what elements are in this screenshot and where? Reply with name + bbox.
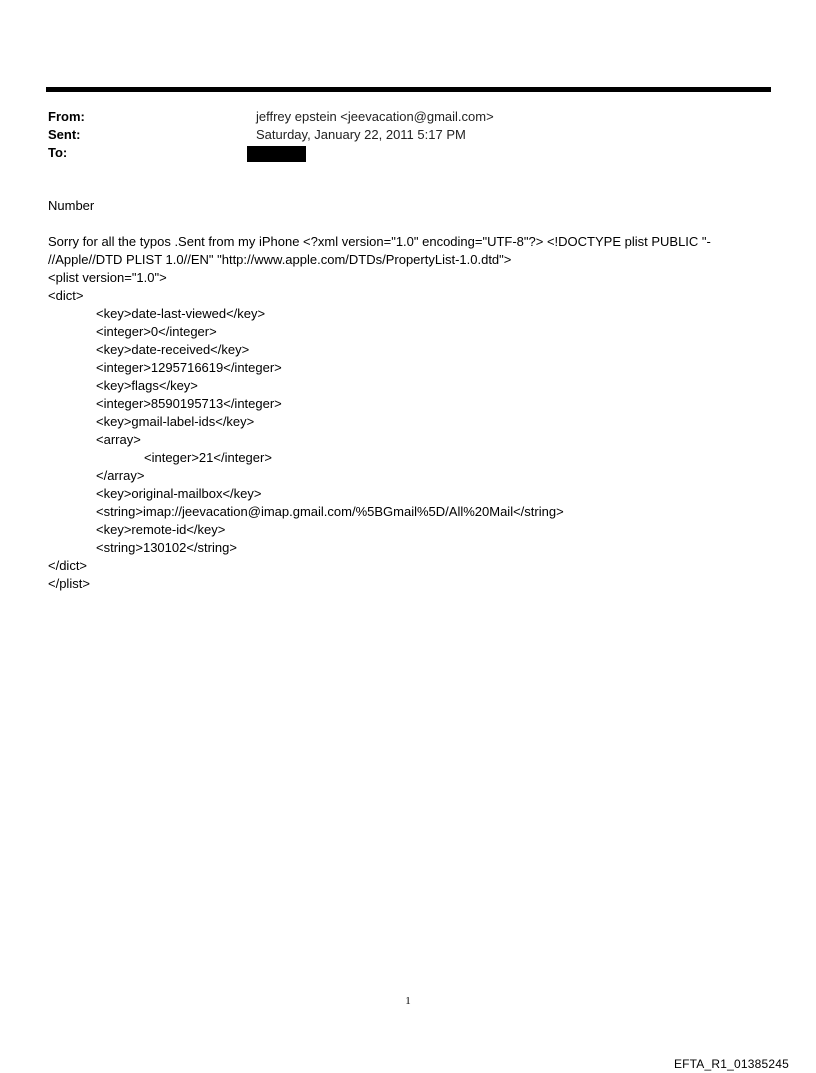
code-line: <string>130102</string> bbox=[96, 540, 237, 555]
from-value: jeffrey epstein <jeevacation@gmail.com> bbox=[256, 109, 494, 124]
code-line: <integer>21</integer> bbox=[144, 450, 272, 465]
body-paragraph-line-1: Sorry for all the typos .Sent from my iPhone <?xml version="1.0" encoding="UTF-8"?> <!DOCTYPE plist PUBLIC "- bbox=[48, 234, 711, 249]
to-label: To: bbox=[48, 145, 68, 160]
redaction-box bbox=[247, 146, 306, 162]
code-line: <integer>1295716619</integer> bbox=[96, 360, 282, 375]
from-label: From: bbox=[48, 109, 85, 124]
document-id: EFTA_R1_01385245 bbox=[673, 1057, 789, 1071]
code-line: <key>original-mailbox</key> bbox=[96, 486, 262, 501]
sent-row bbox=[48, 126, 768, 144]
sent-label: Sent: bbox=[48, 127, 81, 142]
email-header bbox=[48, 108, 768, 162]
header-divider-rule bbox=[46, 87, 771, 92]
code-line: </dict> bbox=[48, 558, 88, 573]
code-line: <key>flags</key> bbox=[96, 378, 198, 393]
code-line: <integer>0</integer> bbox=[96, 324, 217, 339]
page-number: 1 bbox=[405, 995, 411, 1007]
from-row bbox=[48, 108, 768, 126]
body-paragraph-line-2: //Apple//DTD PLIST 1.0//EN" "http://www.apple.com/DTDs/PropertyList-1.0.dtd"> bbox=[48, 252, 512, 267]
code-line: <string>imap://jeevacation@imap.gmail.com/%5BGmail%5D/All%20Mail</string> bbox=[96, 504, 564, 519]
code-line: <plist version="1.0"> bbox=[48, 270, 167, 285]
email-body bbox=[48, 197, 728, 593]
code-line: </array> bbox=[96, 468, 145, 483]
code-line: </plist> bbox=[48, 576, 90, 591]
subject-text: Number bbox=[48, 198, 95, 213]
sent-value: Saturday, January 22, 2011 5:17 PM bbox=[256, 127, 466, 142]
code-line: <array> bbox=[96, 432, 141, 447]
code-line: <integer>8590195713</integer> bbox=[96, 396, 282, 411]
code-line: <key>gmail-label-ids</key> bbox=[96, 414, 255, 429]
code-line: <key>remote-id</key> bbox=[96, 522, 226, 537]
code-line: <key>date-received</key> bbox=[96, 342, 250, 357]
code-line: <key>date-last-viewed</key> bbox=[96, 306, 266, 321]
to-row bbox=[48, 144, 768, 162]
code-line: <dict> bbox=[48, 288, 84, 303]
